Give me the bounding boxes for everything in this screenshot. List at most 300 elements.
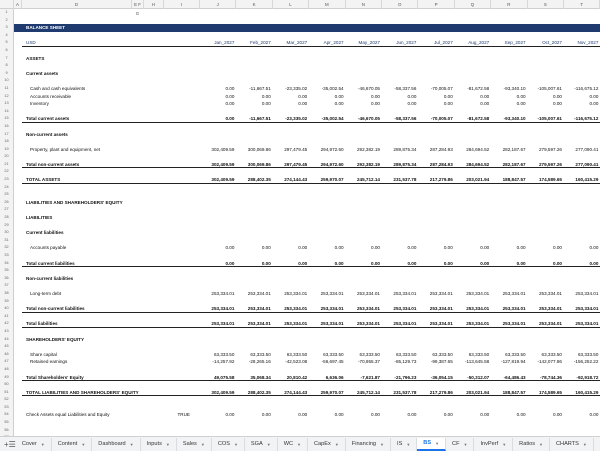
value-cell[interactable]: 0.00 bbox=[298, 101, 308, 107]
total-value-cell[interactable]: -36,054.15 bbox=[430, 374, 453, 380]
value-cell[interactable]: 0.00 bbox=[443, 412, 453, 418]
value-cell[interactable]: 0.00 bbox=[516, 101, 526, 107]
sheet-tab-dashboard[interactable] bbox=[92, 438, 140, 451]
row-label[interactable]: Total non-current assets bbox=[26, 161, 80, 167]
row-number[interactable]: 2 bbox=[0, 17, 14, 25]
total-value-cell[interactable]: 245,712.14 bbox=[356, 389, 380, 395]
sheet-tab-cf[interactable] bbox=[446, 438, 474, 451]
row-number[interactable]: 24 bbox=[0, 184, 14, 192]
value-cell[interactable]: 0.00 bbox=[589, 245, 599, 251]
value-cell[interactable]: 0.00 bbox=[553, 245, 562, 251]
value-cell[interactable]: -116,675.12 bbox=[574, 85, 599, 91]
month-header-cell[interactable]: Jul_2027 bbox=[434, 40, 453, 46]
row-number[interactable]: 8 bbox=[0, 62, 14, 70]
total-value-cell[interactable]: 253,334.01 bbox=[538, 306, 562, 312]
month-header-cell[interactable]: May_2027 bbox=[358, 40, 380, 46]
total-value-cell[interactable]: 49,075.58 bbox=[213, 374, 235, 380]
total-value-cell[interactable]: 253,334.01 bbox=[393, 321, 417, 327]
value-cell[interactable]: 302,409.59 bbox=[211, 146, 235, 152]
value-cell[interactable]: 0.00 bbox=[480, 93, 490, 99]
total-value-cell[interactable]: 253,334.01 bbox=[538, 321, 562, 327]
value-cell[interactable]: 63,333.50 bbox=[505, 351, 526, 357]
total-value-cell[interactable]: 284,694.52 bbox=[466, 161, 490, 167]
row-number[interactable]: 43 bbox=[0, 328, 14, 336]
value-cell[interactable]: 0.00 bbox=[443, 101, 453, 107]
tab-dropdown-icon[interactable]: ▼ bbox=[435, 440, 440, 446]
row-label[interactable]: Total non-current liabilities bbox=[26, 306, 85, 312]
sheet-tab-is-[interactable] bbox=[594, 438, 600, 451]
total-value-cell[interactable]: 302,409.59 bbox=[211, 177, 235, 183]
row-number[interactable]: 12 bbox=[0, 93, 14, 101]
total-value-cell[interactable]: 231,537.78 bbox=[393, 177, 417, 183]
row-number[interactable]: 33 bbox=[0, 252, 14, 260]
total-value-cell[interactable]: -46,670.05 bbox=[358, 116, 380, 122]
column-header-m[interactable]: M bbox=[309, 0, 345, 9]
row-label[interactable]: TOTAL LIABILITIES AND SHAREHOLDERS' EQUITY bbox=[26, 389, 139, 395]
value-cell[interactable]: 253,334.01 bbox=[575, 290, 599, 296]
total-value-cell[interactable]: 160,415.29 bbox=[575, 389, 599, 395]
total-value-cell[interactable]: 0.00 bbox=[371, 260, 380, 266]
value-cell[interactable]: -42,523.08 bbox=[285, 359, 308, 365]
sheet-tab-cos[interactable] bbox=[212, 438, 245, 451]
total-value-cell[interactable]: -116,675.12 bbox=[574, 116, 599, 122]
value-cell[interactable]: 287,284.93 bbox=[429, 146, 453, 152]
row-label[interactable]: Cash and cash equivalents bbox=[30, 85, 86, 91]
value-cell[interactable]: -58,337.56 bbox=[394, 85, 417, 91]
value-cell[interactable]: 63,333.50 bbox=[323, 351, 344, 357]
total-value-cell[interactable]: 160,415.29 bbox=[575, 177, 599, 183]
column-header-p[interactable]: P bbox=[418, 0, 454, 9]
tab-dropdown-icon[interactable]: ▼ bbox=[200, 441, 205, 447]
value-cell[interactable]: -23,335.02 bbox=[285, 85, 308, 91]
row-number[interactable]: 9 bbox=[0, 70, 14, 78]
row-number[interactable]: 47 bbox=[0, 358, 14, 366]
total-value-cell[interactable]: 20,810.42 bbox=[286, 374, 308, 380]
value-cell[interactable]: 0.00 bbox=[261, 245, 271, 251]
total-value-cell[interactable]: -93,340.10 bbox=[503, 116, 526, 122]
value-cell[interactable]: 0.00 bbox=[298, 93, 308, 99]
value-cell[interactable]: 0.00 bbox=[516, 245, 526, 251]
total-value-cell[interactable]: -105,007.61 bbox=[537, 116, 562, 122]
value-cell[interactable]: 63,333.50 bbox=[395, 351, 417, 357]
row-number[interactable]: 38 bbox=[0, 290, 14, 298]
sheet-tab-capex[interactable] bbox=[308, 438, 346, 451]
value-cell[interactable]: -14,257.92 bbox=[212, 359, 235, 365]
row-number[interactable]: 7 bbox=[0, 55, 14, 63]
tab-dropdown-icon[interactable]: ▼ bbox=[40, 441, 45, 447]
total-value-cell[interactable]: 259,970.07 bbox=[320, 389, 344, 395]
tab-dropdown-icon[interactable]: ▼ bbox=[297, 441, 302, 447]
tab-dropdown-icon[interactable]: ▼ bbox=[539, 441, 543, 447]
month-header-cell[interactable]: Jan_2027 bbox=[214, 40, 235, 46]
total-value-cell[interactable]: 253,334.01 bbox=[466, 321, 490, 327]
row-number[interactable]: 54 bbox=[0, 411, 14, 419]
row-number[interactable]: 32 bbox=[0, 244, 14, 252]
row-number[interactable]: 49 bbox=[0, 374, 14, 382]
row-number[interactable]: 31 bbox=[0, 237, 14, 245]
row-number[interactable]: 26 bbox=[0, 199, 14, 207]
row-number[interactable]: 22 bbox=[0, 168, 14, 176]
total-value-cell[interactable]: 188,847.57 bbox=[502, 389, 526, 395]
value-cell[interactable]: 0.00 bbox=[407, 412, 417, 418]
value-cell[interactable]: 0.00 bbox=[371, 245, 380, 251]
total-value-cell[interactable]: -50,312.07 bbox=[467, 374, 490, 380]
total-value-cell[interactable]: 0.00 bbox=[334, 260, 344, 266]
total-value-cell[interactable]: 302,409.59 bbox=[211, 161, 235, 167]
row-number[interactable]: 39 bbox=[0, 298, 14, 306]
row-number[interactable]: 15 bbox=[0, 115, 14, 123]
row-number[interactable]: 1 bbox=[0, 9, 14, 17]
value-cell[interactable]: 0.00 bbox=[225, 85, 235, 91]
total-value-cell[interactable]: 253,334.01 bbox=[284, 321, 308, 327]
value-cell[interactable]: 0.00 bbox=[298, 245, 308, 251]
value-cell[interactable]: -142,077.86 bbox=[537, 359, 562, 365]
row-number[interactable]: 6 bbox=[0, 47, 14, 55]
value-cell[interactable]: 284,694.52 bbox=[466, 146, 490, 152]
value-cell[interactable]: -93,340.10 bbox=[503, 85, 526, 91]
total-value-cell[interactable]: 253,334.01 bbox=[575, 321, 599, 327]
row-label[interactable]: Property, plant and equipment, net bbox=[30, 146, 101, 152]
value-cell[interactable]: 63,333.50 bbox=[432, 351, 453, 357]
value-cell[interactable]: 0.00 bbox=[334, 101, 344, 107]
section-label[interactable]: Non-current assets bbox=[26, 131, 68, 137]
sheet-tab-charts[interactable] bbox=[550, 438, 594, 451]
value-cell[interactable]: 63,333.50 bbox=[541, 351, 562, 357]
row-number[interactable]: 53 bbox=[0, 404, 14, 412]
value-cell[interactable]: 294,972.60 bbox=[320, 146, 344, 152]
value-cell[interactable]: 0.00 bbox=[371, 412, 380, 418]
row-number[interactable]: 17 bbox=[0, 131, 14, 139]
value-cell[interactable]: 0.00 bbox=[334, 93, 344, 99]
total-value-cell[interactable]: 0.00 bbox=[225, 116, 235, 122]
total-value-cell[interactable]: 253,334.01 bbox=[320, 321, 344, 327]
value-cell[interactable]: 0.00 bbox=[553, 412, 562, 418]
value-cell[interactable]: 0.00 bbox=[371, 101, 380, 107]
section-label[interactable]: SHAREHOLDERS' EQUITY bbox=[26, 336, 85, 342]
column-header-efg[interactable]: E F G bbox=[132, 0, 144, 9]
total-value-cell[interactable]: 253,334.01 bbox=[466, 306, 490, 312]
value-cell[interactable]: 0.00 bbox=[371, 93, 380, 99]
sheet-tab-content[interactable] bbox=[52, 438, 93, 451]
row-number[interactable]: 28 bbox=[0, 214, 14, 222]
value-cell[interactable]: -56,697.45 bbox=[321, 359, 344, 365]
total-value-cell[interactable]: 253,334.01 bbox=[393, 306, 417, 312]
value-cell[interactable]: -113,645.58 bbox=[465, 359, 490, 365]
tab-dropdown-icon[interactable]: ▼ bbox=[165, 441, 170, 447]
total-value-cell[interactable]: 245,712.14 bbox=[356, 177, 380, 183]
total-value-cell[interactable]: 300,069.86 bbox=[247, 161, 271, 167]
tab-dropdown-icon[interactable]: ▼ bbox=[502, 441, 507, 447]
row-number[interactable]: 16 bbox=[0, 123, 14, 131]
row-label[interactable]: TOTAL ASSETS bbox=[26, 177, 61, 183]
value-cell[interactable]: 0.00 bbox=[261, 412, 271, 418]
value-cell[interactable]: 0.00 bbox=[225, 93, 235, 99]
total-value-cell[interactable]: 253,334.01 bbox=[575, 306, 599, 312]
row-number[interactable]: 10 bbox=[0, 77, 14, 85]
tab-dropdown-icon[interactable]: ▼ bbox=[380, 441, 385, 447]
total-value-cell[interactable]: 289,875.34 bbox=[393, 161, 417, 167]
total-value-cell[interactable]: 292,382.19 bbox=[356, 161, 380, 167]
row-number[interactable]: 37 bbox=[0, 282, 14, 290]
total-value-cell[interactable]: 35,068.34 bbox=[250, 374, 271, 380]
value-cell[interactable]: 0.00 bbox=[407, 245, 417, 251]
total-value-cell[interactable]: 253,334.01 bbox=[502, 306, 526, 312]
value-cell[interactable]: 297,479.45 bbox=[284, 146, 308, 152]
column-header-q[interactable]: Q bbox=[455, 0, 491, 9]
total-value-cell[interactable]: 0.00 bbox=[298, 260, 308, 266]
row-number[interactable]: 52 bbox=[0, 396, 14, 404]
sheet-tab-ratios[interactable] bbox=[513, 438, 550, 451]
total-value-cell[interactable]: 231,537.78 bbox=[393, 389, 417, 395]
section-label[interactable]: Current assets bbox=[26, 70, 59, 76]
total-value-cell[interactable]: 203,021.94 bbox=[466, 389, 490, 395]
total-value-cell[interactable]: 6,636.06 bbox=[325, 374, 344, 380]
total-value-cell[interactable]: 253,334.01 bbox=[247, 306, 271, 312]
value-cell[interactable]: -99,387.65 bbox=[430, 359, 453, 365]
total-value-cell[interactable]: 0.00 bbox=[480, 260, 490, 266]
value-cell[interactable]: 0.00 bbox=[443, 245, 453, 251]
value-cell[interactable]: 253,334.01 bbox=[429, 290, 453, 296]
value-cell[interactable]: 63,333.50 bbox=[577, 351, 599, 357]
value-cell[interactable]: 279,597.26 bbox=[538, 146, 562, 152]
value-cell[interactable]: -85,129.73 bbox=[394, 359, 417, 365]
total-value-cell[interactable]: 217,279.86 bbox=[429, 389, 453, 395]
total-value-cell[interactable]: -11,667.51 bbox=[249, 116, 271, 122]
column-header-s[interactable]: S bbox=[528, 0, 564, 9]
total-value-cell[interactable]: -81,672.58 bbox=[467, 116, 490, 122]
value-cell[interactable]: 0.00 bbox=[589, 101, 599, 107]
total-value-cell[interactable]: -7,621.87 bbox=[360, 374, 380, 380]
row-label[interactable]: Total current liabilities bbox=[26, 260, 75, 266]
total-value-cell[interactable]: 0.00 bbox=[553, 260, 562, 266]
value-cell[interactable]: 0.00 bbox=[334, 245, 344, 251]
sheet-tab-sales[interactable] bbox=[177, 438, 212, 451]
tab-dropdown-icon[interactable]: ▼ bbox=[582, 441, 587, 447]
row-number[interactable]: 40 bbox=[0, 305, 14, 313]
row-number[interactable]: 51 bbox=[0, 389, 14, 397]
row-label[interactable]: Check Assets equal Liabilities and Equity bbox=[26, 412, 110, 418]
column-header-r[interactable]: R bbox=[491, 0, 527, 9]
row-number[interactable]: 42 bbox=[0, 320, 14, 328]
value-cell[interactable]: -28,265.16 bbox=[248, 359, 271, 365]
month-header-cell[interactable]: Mar_2027 bbox=[286, 40, 308, 46]
row-number[interactable]: 11 bbox=[0, 85, 14, 93]
total-value-cell[interactable]: 253,334.01 bbox=[320, 306, 344, 312]
row-number[interactable]: 45 bbox=[0, 343, 14, 351]
value-cell[interactable]: -70,005.07 bbox=[430, 85, 453, 91]
value-cell[interactable]: 253,334.01 bbox=[211, 290, 235, 296]
total-value-cell[interactable]: 302,409.59 bbox=[211, 389, 235, 395]
total-value-cell[interactable]: 259,970.07 bbox=[320, 177, 344, 183]
value-cell[interactable]: -105,007.61 bbox=[537, 85, 562, 91]
total-value-cell[interactable]: 282,187.67 bbox=[502, 161, 526, 167]
row-number[interactable]: 46 bbox=[0, 351, 14, 359]
row-number[interactable]: 34 bbox=[0, 260, 14, 268]
total-value-cell[interactable]: -35,002.54 bbox=[321, 116, 344, 122]
total-value-cell[interactable]: -58,337.56 bbox=[394, 116, 417, 122]
row-number[interactable]: 30 bbox=[0, 229, 14, 237]
row-number[interactable]: 27 bbox=[0, 206, 14, 214]
total-value-cell[interactable]: -64,486.43 bbox=[503, 374, 526, 380]
value-cell[interactable]: 0.00 bbox=[589, 93, 599, 99]
section-label[interactable]: ASSETS bbox=[26, 55, 45, 61]
total-value-cell[interactable]: -70,005.07 bbox=[430, 116, 453, 122]
value-cell[interactable]: -46,670.05 bbox=[358, 85, 380, 91]
column-header-n[interactable]: N bbox=[346, 0, 382, 9]
row-number[interactable]: 50 bbox=[0, 381, 14, 389]
value-cell[interactable]: 0.00 bbox=[516, 412, 526, 418]
value-cell[interactable]: -35,002.54 bbox=[321, 85, 344, 91]
tab-dropdown-icon[interactable]: ▼ bbox=[129, 441, 134, 447]
value-cell[interactable]: 0.00 bbox=[589, 412, 599, 418]
value-cell[interactable]: 0.00 bbox=[516, 93, 526, 99]
value-cell[interactable]: 292,382.19 bbox=[356, 146, 380, 152]
total-value-cell[interactable]: 277,090.41 bbox=[575, 161, 599, 167]
section-label[interactable]: LIABILITIES bbox=[26, 215, 53, 221]
value-cell[interactable]: 0.00 bbox=[225, 245, 235, 251]
value-cell[interactable]: 277,090.41 bbox=[575, 146, 599, 152]
row-number[interactable]: 19 bbox=[0, 146, 14, 154]
row-number[interactable]: 29 bbox=[0, 222, 14, 230]
month-header-cell[interactable]: Sep_2027 bbox=[504, 40, 526, 46]
total-value-cell[interactable]: 287,284.93 bbox=[429, 161, 453, 167]
value-cell[interactable]: 253,334.01 bbox=[284, 290, 308, 296]
value-cell[interactable]: 0.00 bbox=[261, 93, 271, 99]
total-value-cell[interactable]: -78,744.36 bbox=[540, 374, 562, 380]
row-number[interactable]: 20 bbox=[0, 153, 14, 161]
value-cell[interactable]: 300,069.86 bbox=[247, 146, 271, 152]
total-value-cell[interactable]: 0.00 bbox=[516, 260, 526, 266]
value-cell[interactable]: 0.00 bbox=[480, 245, 490, 251]
value-cell[interactable]: 0.00 bbox=[443, 93, 453, 99]
tab-dropdown-icon[interactable]: ▼ bbox=[233, 441, 238, 447]
value-cell[interactable]: 0.00 bbox=[553, 93, 562, 99]
total-value-cell[interactable]: 188,847.57 bbox=[502, 177, 526, 183]
sheet-tab-sga[interactable] bbox=[245, 438, 278, 451]
value-cell[interactable]: 253,334.01 bbox=[320, 290, 344, 296]
row-number[interactable]: 18 bbox=[0, 138, 14, 146]
value-cell[interactable]: 63,333.50 bbox=[250, 351, 271, 357]
value-cell[interactable]: 0.00 bbox=[480, 101, 490, 107]
value-cell[interactable]: 0.00 bbox=[225, 412, 235, 418]
add-sheet-icon[interactable]: + bbox=[4, 439, 9, 449]
month-header-cell[interactable]: Jun_2027 bbox=[396, 40, 417, 46]
sheet-tab-invperf[interactable] bbox=[474, 438, 513, 451]
row-number[interactable]: 4 bbox=[0, 32, 14, 40]
row-label[interactable]: Accounts receivable bbox=[30, 93, 72, 99]
row-label[interactable]: Long-term debt bbox=[30, 290, 62, 296]
column-header-t[interactable]: T bbox=[564, 0, 600, 9]
row-label[interactable]: Total liabilities bbox=[26, 321, 58, 327]
row-label[interactable]: Inventory bbox=[30, 101, 49, 107]
total-value-cell[interactable]: 253,334.01 bbox=[356, 306, 380, 312]
value-cell[interactable]: 253,334.01 bbox=[247, 290, 271, 296]
sheet-tab-bs[interactable] bbox=[417, 438, 446, 451]
month-header-cell[interactable]: Apr_2027 bbox=[323, 40, 344, 46]
value-cell[interactable]: 63,333.50 bbox=[468, 351, 490, 357]
row-number[interactable]: 25 bbox=[0, 191, 14, 199]
row-label[interactable]: Total current assets bbox=[26, 116, 70, 122]
total-value-cell[interactable]: 253,334.01 bbox=[211, 306, 235, 312]
total-value-cell[interactable]: 174,589.65 bbox=[538, 389, 562, 395]
value-cell[interactable]: 282,187.67 bbox=[502, 146, 526, 152]
column-header-j[interactable]: J bbox=[200, 0, 236, 9]
row-number[interactable]: 13 bbox=[0, 100, 14, 108]
value-cell[interactable]: 63,333.50 bbox=[213, 351, 235, 357]
value-cell[interactable]: 0.00 bbox=[407, 93, 417, 99]
value-cell[interactable]: 0.00 bbox=[225, 101, 235, 107]
value-cell[interactable]: 253,334.01 bbox=[393, 290, 417, 296]
value-cell[interactable]: 0.00 bbox=[334, 412, 344, 418]
tab-dropdown-icon[interactable]: ▼ bbox=[463, 441, 468, 447]
row-number[interactable]: 56 bbox=[0, 427, 14, 435]
column-header-h[interactable]: H bbox=[144, 0, 164, 9]
value-cell[interactable]: 0.00 bbox=[553, 101, 562, 107]
total-value-cell[interactable]: 279,597.26 bbox=[538, 161, 562, 167]
row-number[interactable]: 3 bbox=[0, 24, 14, 32]
total-value-cell[interactable]: 0.00 bbox=[407, 260, 417, 266]
column-header-d[interactable]: D bbox=[22, 0, 132, 9]
total-value-cell[interactable]: -21,796.23 bbox=[394, 374, 417, 380]
total-value-cell[interactable]: -92,918.72 bbox=[576, 374, 599, 380]
total-value-cell[interactable]: 253,334.01 bbox=[211, 321, 235, 327]
total-value-cell[interactable]: 288,402.35 bbox=[247, 389, 271, 395]
total-value-cell[interactable]: -23,335.02 bbox=[285, 116, 308, 122]
section-label[interactable]: Current liabilities bbox=[26, 230, 64, 236]
value-cell[interactable]: 0.00 bbox=[298, 412, 308, 418]
month-header-cell[interactable]: Feb_2027 bbox=[250, 40, 271, 46]
total-value-cell[interactable]: 217,279.86 bbox=[429, 177, 453, 183]
row-label[interactable]: Total Shareholders' Equity bbox=[26, 374, 84, 380]
total-value-cell[interactable]: 174,589.65 bbox=[538, 177, 562, 183]
row-number[interactable]: 5 bbox=[0, 39, 14, 47]
month-header-cell[interactable]: Aug_2027 bbox=[468, 40, 490, 46]
value-cell[interactable]: -11,667.51 bbox=[249, 85, 271, 91]
sheet-tab-wc[interactable] bbox=[278, 438, 308, 451]
check-flag-cell[interactable]: TRUE bbox=[177, 412, 190, 418]
value-cell[interactable]: 253,334.01 bbox=[502, 290, 526, 296]
value-cell[interactable]: 63,333.50 bbox=[286, 351, 308, 357]
tab-dropdown-icon[interactable]: ▼ bbox=[334, 441, 339, 447]
month-header-cell[interactable]: Oct_2027 bbox=[542, 40, 562, 46]
value-cell[interactable]: 0.00 bbox=[261, 101, 271, 107]
total-value-cell[interactable]: 253,334.01 bbox=[284, 306, 308, 312]
row-number[interactable]: 21 bbox=[0, 161, 14, 169]
row-number[interactable]: 55 bbox=[0, 419, 14, 427]
section-label[interactable]: LIABILITIES AND SHAREHOLDERS' EQUITY bbox=[26, 199, 123, 205]
row-label[interactable]: Share capital bbox=[30, 351, 57, 357]
total-value-cell[interactable]: 253,334.01 bbox=[502, 321, 526, 327]
column-header-i[interactable]: I bbox=[164, 0, 200, 9]
total-value-cell[interactable]: 274,144.43 bbox=[284, 177, 308, 183]
sheet-tab-is[interactable] bbox=[391, 438, 417, 451]
column-header-a[interactable]: A bbox=[14, 0, 22, 9]
all-sheets-menu-icon[interactable]: ☰ bbox=[8, 439, 16, 449]
total-value-cell[interactable]: 288,402.35 bbox=[247, 177, 271, 183]
column-header-l[interactable]: L bbox=[273, 0, 309, 9]
total-value-cell[interactable]: 253,334.01 bbox=[429, 321, 453, 327]
total-value-cell[interactable]: 0.00 bbox=[589, 260, 599, 266]
row-label[interactable]: Accounts payable bbox=[30, 245, 67, 251]
tab-dropdown-icon[interactable]: ▼ bbox=[406, 441, 411, 447]
column-header-k[interactable]: K bbox=[236, 0, 272, 9]
value-cell[interactable]: 253,334.01 bbox=[356, 290, 380, 296]
row-label[interactable]: Retained earnings bbox=[30, 359, 68, 365]
row-number[interactable]: 36 bbox=[0, 275, 14, 283]
tab-dropdown-icon[interactable]: ▼ bbox=[266, 441, 271, 447]
row-number[interactable]: 14 bbox=[0, 108, 14, 116]
sheet-tab-cover[interactable] bbox=[16, 438, 52, 451]
